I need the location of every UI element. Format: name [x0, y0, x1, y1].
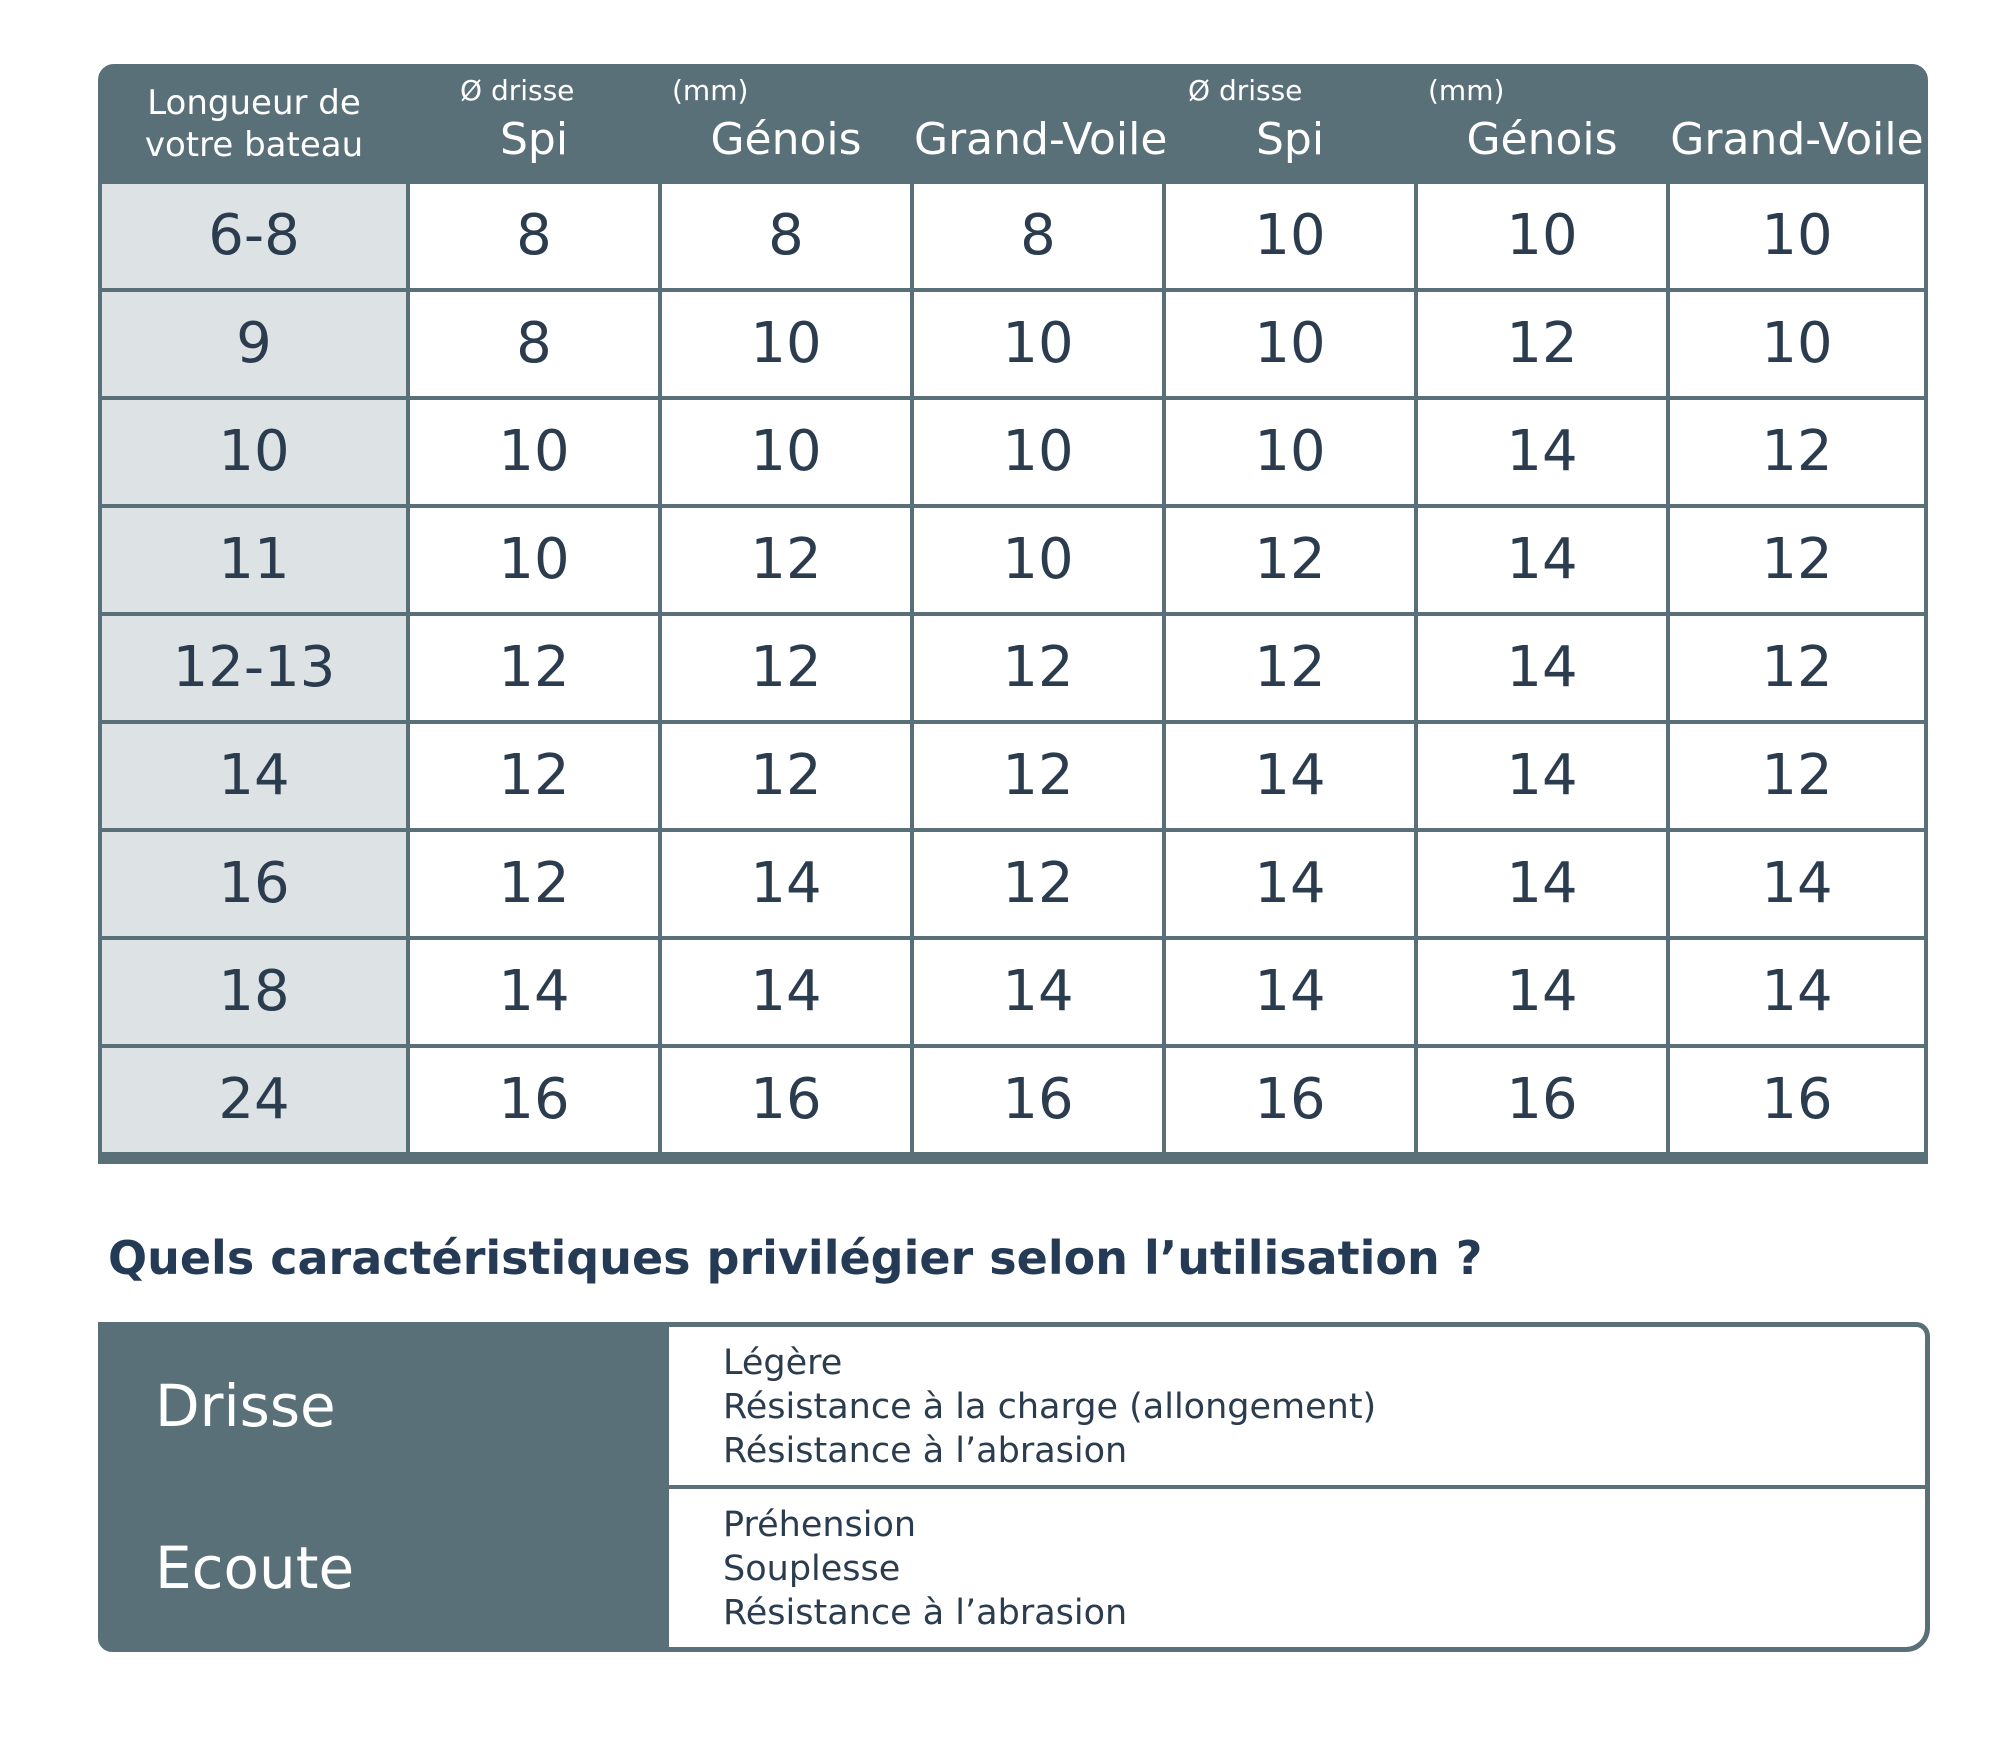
header-col-label: Génois [1466, 114, 1618, 165]
diameter-cell: 14 [662, 832, 910, 936]
table-row [102, 400, 1924, 504]
diameter-cell: 14 [1166, 724, 1414, 828]
header-diameter-label: Ø drisse [460, 74, 575, 107]
usage-item: Souplesse [723, 1549, 901, 1589]
diameter-cell: 10 [662, 292, 910, 396]
boat-length-cell: 10 [102, 400, 406, 504]
diameter-cell: 14 [1418, 508, 1666, 612]
boat-length-cell: 6-8 [102, 184, 406, 288]
diameter-cell: 8 [410, 184, 658, 288]
diameter-cell: 14 [662, 940, 910, 1044]
diameter-cell: 10 [1418, 184, 1666, 288]
header-col-4 [1166, 68, 1414, 180]
diameter-cell: 14 [1418, 400, 1666, 504]
header-length-line1: Longueur de [147, 83, 361, 123]
header-col-3 [914, 68, 1168, 180]
diameter-cell: 14 [1418, 832, 1666, 936]
diameter-cell: 10 [914, 400, 1162, 504]
header-col-2 [662, 68, 910, 180]
boat-length-cell: 12-13 [102, 616, 406, 720]
diameter-cell: 14 [1670, 940, 1924, 1044]
header-diameter-label: Ø drisse [1188, 74, 1303, 107]
usage-items [669, 1327, 1925, 1485]
diameter-cell: 12 [1418, 292, 1666, 396]
header-length-line2: votre bateau [144, 125, 364, 165]
diameter-cell: 10 [1670, 184, 1924, 288]
table-row [102, 508, 1924, 612]
diameter-cell: 12 [410, 616, 658, 720]
usage-item: Résistance à la charge (allongement) [723, 1387, 1377, 1427]
boat-length-cell: 18 [102, 940, 406, 1044]
usage-item: Légère [723, 1343, 843, 1383]
diameter-cell: 12 [662, 724, 910, 828]
table-row [102, 184, 1924, 288]
table-row [102, 292, 1924, 396]
halyard-size-table [98, 64, 1928, 1164]
diameter-cell: 16 [1166, 1048, 1414, 1152]
usage-item: Résistance à l’abrasion [723, 1593, 1128, 1633]
diameter-cell: 12 [914, 616, 1162, 720]
diameter-cell: 12 [1670, 400, 1924, 504]
table-row [102, 940, 1924, 1044]
diameter-cell: 12 [662, 508, 910, 612]
boat-length-cell: 11 [102, 508, 406, 612]
boat-length-cell: 9 [102, 292, 406, 396]
diameter-cell: 10 [914, 292, 1162, 396]
diameter-cell: 14 [1418, 616, 1666, 720]
diameter-cell: 12 [662, 616, 910, 720]
header-col-label: Spi [499, 114, 569, 165]
boat-length-cell: 24 [102, 1048, 406, 1152]
header-unit-label: (mm) [672, 74, 749, 107]
diameter-cell: 10 [1670, 292, 1924, 396]
diameter-cell: 14 [1418, 940, 1666, 1044]
header-unit-label: (mm) [1428, 74, 1505, 107]
diameter-cell: 12 [914, 724, 1162, 828]
usage-row-ecoute [103, 1489, 1925, 1647]
header-col-6 [1670, 68, 1924, 180]
table-row [102, 724, 1924, 828]
diameter-cell: 10 [1166, 292, 1414, 396]
diameter-cell: 14 [1670, 832, 1924, 936]
section-title: Quels caractéristiques privilégier selon l’utilisation ? [108, 1231, 1483, 1285]
usage-item: Résistance à l’abrasion [723, 1431, 1128, 1471]
diameter-cell: 14 [1166, 940, 1414, 1044]
header-col-label: Spi [1255, 114, 1325, 165]
diameter-cell: 12 [1166, 508, 1414, 612]
diameter-cell: 10 [410, 400, 658, 504]
header-boat-length [102, 68, 406, 180]
boat-length-cell: 16 [102, 832, 406, 936]
usage-characteristics-table [98, 1322, 1930, 1652]
table-body [102, 180, 1924, 1160]
header-col-label: Génois [710, 114, 862, 165]
diameter-cell: 16 [914, 1048, 1162, 1152]
header-col-label: Grand-Voile [914, 114, 1168, 165]
diameter-cell: 16 [1670, 1048, 1924, 1152]
usage-items [669, 1489, 1925, 1647]
header-col-5 [1418, 68, 1666, 180]
diameter-cell: 12 [410, 724, 658, 828]
diameter-cell: 10 [410, 508, 658, 612]
table-header-row [102, 68, 1924, 180]
header-col-label: Grand-Voile [1670, 114, 1924, 165]
usage-label: Drisse [103, 1327, 663, 1485]
diameter-cell: 8 [410, 292, 658, 396]
table-row [102, 616, 1924, 720]
boat-length-cell: 14 [102, 724, 406, 828]
diameter-cell: 14 [410, 940, 658, 1044]
table-row [102, 1048, 1924, 1152]
diameter-cell: 14 [914, 940, 1162, 1044]
diameter-cell: 10 [662, 400, 910, 504]
diameter-cell: 12 [1670, 724, 1924, 828]
diameter-cell: 14 [1418, 724, 1666, 828]
usage-row-drisse [103, 1327, 1925, 1485]
header-col-1 [410, 68, 658, 180]
diameter-cell: 10 [1166, 400, 1414, 504]
diameter-cell: 12 [914, 832, 1162, 936]
diameter-cell: 12 [1166, 616, 1414, 720]
diameter-cell: 14 [1166, 832, 1414, 936]
diameter-cell: 12 [1670, 508, 1924, 612]
diameter-cell: 10 [914, 508, 1162, 612]
diameter-cell: 16 [410, 1048, 658, 1152]
diameter-cell: 10 [1166, 184, 1414, 288]
usage-label: Ecoute [103, 1489, 663, 1647]
diameter-cell: 16 [1418, 1048, 1666, 1152]
diameter-cell: 16 [662, 1048, 910, 1152]
diameter-cell: 8 [914, 184, 1162, 288]
usage-item: Préhension [723, 1505, 917, 1545]
diameter-cell: 12 [410, 832, 658, 936]
table-row [102, 832, 1924, 936]
diameter-cell: 12 [1670, 616, 1924, 720]
diameter-cell: 8 [662, 184, 910, 288]
